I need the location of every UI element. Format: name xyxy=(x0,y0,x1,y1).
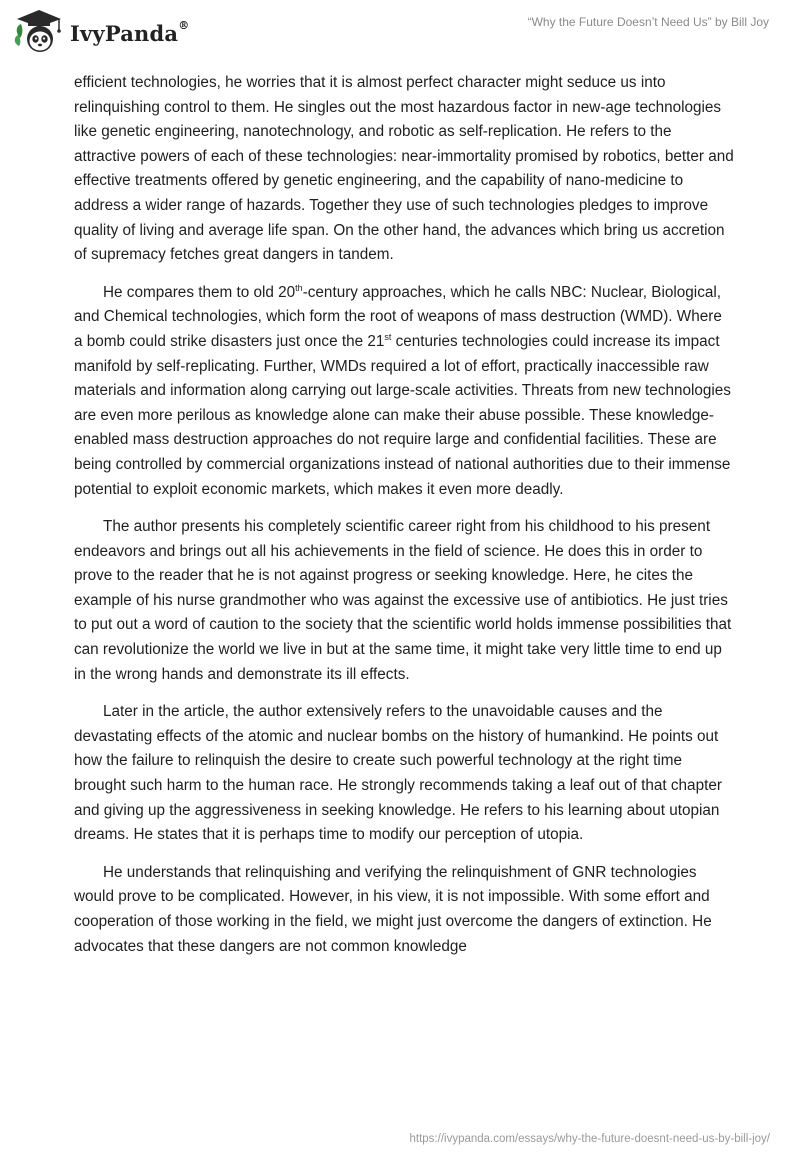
paragraph-3: The author presents his completely scientific career right from his childhood to his present endeavors and brings out all his achievements in the field of science. He does this in order to prove to the reader that he is not against progress or seeking knowledge. Here, he cites the example of his nurse grandmother who was against the excessive use of antibiotics. He just tries to put out a word of caution to the society that the scientific world holds immense possibilities that can revolutionize the world we live in but at the same time, it might take very little time to end up in the wrong hands and demonstrate its ill effects. xyxy=(74,518,732,683)
paragraph-2-part-c: centuries technologies could increase its impact manifold by self-replicating. Further, WMDs required a lot of effort, practically inaccessible raw materials and information along carrying out large-scale activities. Threats from new technologies are even more perilous as knowledge alone can make their abuse possible. These knowledge-enabled mass destruction approaches do not require large and confidential facilities. These are being controlled by commercial organizations instead of national authorities due to their immense potential to exploit economic markets, which makes it even more deadly. xyxy=(74,332,731,498)
paragraph-5: He understands that relinquishing and verifying the relinquishment of GNR technologies would prove to be complicated. However, in his view, it is not impossible. With some effort and cooperation of those working in the field, we might just overcome the dangers of extinction. He advocates that these dangers are not common knowledge xyxy=(74,863,712,955)
panda-logo-icon xyxy=(14,8,64,54)
paragraph-2-part-a: He compares them to old 20 xyxy=(103,283,296,301)
ivypanda-logo[interactable] xyxy=(14,8,189,54)
essay-body xyxy=(74,71,734,972)
paragraph-1: efficient technologies, he worries that it is almost perfect character might seduce us into relinquishing control to them. He singles out the most hazardous factor in new-age technologies like genetic engineering, nanotechnology, and robotic as self-replication. He refers to the attractive powers of each of these technologies: near-immortality promised by robotics, better and effective treatments offered by genetic engineering, and the capability of nano-medicine to address a wider range of hazards. Together they use of such technologies pledges to improve quality of living and average life span. On the other hand, the advances which bring us accretion of supremacy fetches great dangers in tandem. xyxy=(74,74,734,264)
paragraph-2 xyxy=(74,281,734,502)
page-header xyxy=(0,0,800,70)
logo-wordmark: IvyPanda® xyxy=(70,18,190,46)
paragraph-4: Later in the article, the author extensively refers to the unavoidable causes and the devastating effects of the atomic and nuclear bombs on the history of humankind. He points out how the failure to relinquish the desire to create such powerful technology at the right time brought such harm to the human race. He strongly recommends taking a leaf out of that chapter and giving up the aggressiveness in seeking knowledge. He refers to his learning about utopian dreams. He states that it is perhaps time to modify our perception of utopia. xyxy=(74,703,722,844)
source-url-link[interactable]: https://ivypanda.com/essays/why-the-future-doesnt-need-us-by-bill-joy/ xyxy=(409,1133,770,1145)
superscript-st: st xyxy=(384,331,392,342)
document-title: “Why the Future Doesn’t Need Us” by Bill Joy xyxy=(527,15,769,29)
paragraph-2-part-b: -century approaches, which he calls NBC: Nuclear, Biological, and Chemical technologies, which form the root of weapons of mass destruction (WMD). Where a bomb could strike disasters just once the 21 xyxy=(74,283,722,350)
superscript-th: th xyxy=(295,282,303,293)
